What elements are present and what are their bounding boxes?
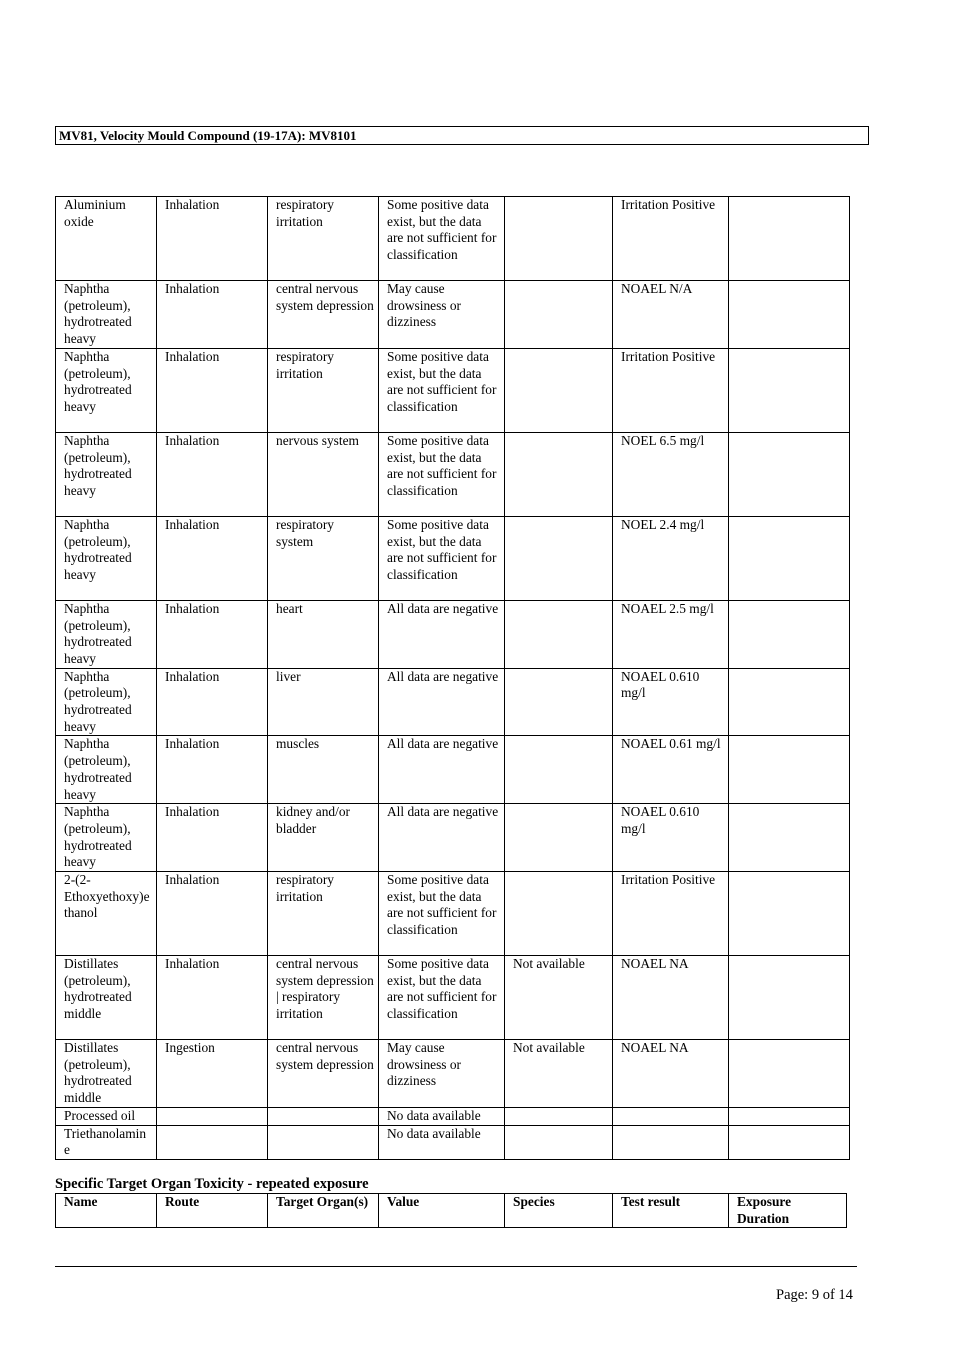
table-cell: central nervous system depression | respiratory irritation [268,956,379,1040]
table-cell: central nervous system depression [268,1040,379,1108]
table-cell: Inhalation [157,197,268,281]
table-cell [268,1107,379,1125]
table-cell: Some positive data exist, but the data are not sufficient for classification [379,872,505,956]
section-title-repeated-exposure: Specific Target Organ Toxicity - repeated exposure [55,1176,369,1192]
table-cell: Processed oil [56,1107,157,1125]
column-header: Test result [613,1194,729,1228]
table-cell [729,1125,850,1159]
table-cell: Inhalation [157,668,268,736]
table-row [56,281,850,349]
table-cell [505,432,613,516]
single-exposure-toxicity-table [55,196,850,1160]
table-row [56,600,850,668]
table-cell [505,1125,613,1159]
table-row [56,804,850,872]
table-cell: Some positive data exist, but the data are not sufficient for classification [379,956,505,1040]
page-number: Page: 9 of 14 [776,1287,853,1303]
table-cell: Inhalation [157,432,268,516]
table-cell: Distillates (petroleum), hydrotreated middle [56,1040,157,1108]
table-cell [505,668,613,736]
table-cell: Distillates (petroleum), hydrotreated middle [56,956,157,1040]
table-cell [157,1125,268,1159]
table-cell: NOAEL 0.610 mg/l [613,804,729,872]
table-cell [505,1107,613,1125]
table-cell: Naphtha (petroleum), hydrotreated heavy [56,736,157,804]
table-cell [729,668,850,736]
table-row [56,1125,850,1159]
table-cell [729,956,850,1040]
table-cell [729,804,850,872]
table-cell [729,1040,850,1108]
table-cell: NOAEL N/A [613,281,729,349]
table-cell: heart [268,600,379,668]
column-header: Value [379,1194,505,1228]
column-header: Name [56,1194,157,1228]
table-cell [505,516,613,600]
table-cell: liver [268,668,379,736]
table-cell: Irritation Positive [613,197,729,281]
table-cell [505,872,613,956]
table-cell: Inhalation [157,804,268,872]
table-cell: Some positive data exist, but the data are not sufficient for classification [379,432,505,516]
table-row [56,1107,850,1125]
table-cell [729,1107,850,1125]
table-cell [729,197,850,281]
table-cell [613,1125,729,1159]
table-cell [729,600,850,668]
column-header: Route [157,1194,268,1228]
table-cell: nervous system [268,432,379,516]
table-cell [729,281,850,349]
table-cell: Inhalation [157,872,268,956]
table-cell: Naphtha (petroleum), hydrotreated heavy [56,668,157,736]
table-row [56,872,850,956]
table-cell: Naphtha (petroleum), hydrotreated heavy [56,348,157,432]
table-cell: Inhalation [157,516,268,600]
table-cell: All data are negative [379,804,505,872]
table-header-row [56,1194,847,1228]
table-cell [505,281,613,349]
table-cell: Triethanolamine [56,1125,157,1159]
table-cell: All data are negative [379,736,505,804]
table-cell: Aluminium oxide [56,197,157,281]
table-cell: Inhalation [157,736,268,804]
table-cell [505,804,613,872]
table-cell: Naphtha (petroleum), hydrotreated heavy [56,432,157,516]
table-cell: respiratory irritation [268,348,379,432]
table-cell: NOAEL NA [613,1040,729,1108]
table-cell: Inhalation [157,600,268,668]
table-row [56,516,850,600]
table-cell: Naphtha (petroleum), hydrotreated heavy [56,281,157,349]
table-cell: central nervous system depression [268,281,379,349]
table-row [56,668,850,736]
table-cell: kidney and/or bladder [268,804,379,872]
table-cell: Irritation Positive [613,348,729,432]
table-cell: Ingestion [157,1040,268,1108]
table-cell: All data are negative [379,600,505,668]
table-cell [613,1107,729,1125]
table-cell: respiratory irritation [268,197,379,281]
table-cell: Naphtha (petroleum), hydrotreated heavy [56,804,157,872]
table-cell: May cause drowsiness or dizziness [379,1040,505,1108]
table-cell: Inhalation [157,348,268,432]
table-cell: respiratory irritation [268,872,379,956]
table-cell: May cause drowsiness or dizziness [379,281,505,349]
table-cell: All data are negative [379,668,505,736]
table-cell: Inhalation [157,281,268,349]
table-cell: muscles [268,736,379,804]
document-header-title: MV81, Velocity Mould Compound (19-17A): MV8101 [55,126,869,145]
table-cell: NOAEL NA [613,956,729,1040]
table-cell [729,348,850,432]
table-row [56,956,850,1040]
table-row [56,348,850,432]
table-cell [505,600,613,668]
table-cell [505,197,613,281]
table-cell: Not available [505,956,613,1040]
footer-divider [55,1266,857,1267]
table-cell: Some positive data exist, but the data are not sufficient for classification [379,516,505,600]
table-row [56,1040,850,1108]
table-cell [729,736,850,804]
table-cell [729,872,850,956]
table-cell [729,516,850,600]
table-cell: Irritation Positive [613,872,729,956]
column-header: Species [505,1194,613,1228]
table-cell: Inhalation [157,956,268,1040]
table-cell [729,432,850,516]
table-cell: respiratory system [268,516,379,600]
table-cell: 2-(2-Ethoxyethoxy)ethanol [56,872,157,956]
table-cell [268,1125,379,1159]
table-cell: No data available [379,1125,505,1159]
table-cell [157,1107,268,1125]
table-cell: Some positive data exist, but the data are not sufficient for classification [379,197,505,281]
column-header: Exposure Duration [729,1194,847,1228]
table-cell: NOEL 6.5 mg/l [613,432,729,516]
repeated-exposure-table [55,1193,847,1228]
column-header: Target Organ(s) [268,1194,379,1228]
table-row [56,197,850,281]
table-cell [505,348,613,432]
table-cell: NOAEL 0.61 mg/l [613,736,729,804]
table-cell: Naphtha (petroleum), hydrotreated heavy [56,600,157,668]
table-cell: NOAEL 0.610 mg/l [613,668,729,736]
table-cell [505,736,613,804]
table-cell: NOAEL 2.5 mg/l [613,600,729,668]
table-cell: Naphtha (petroleum), hydrotreated heavy [56,516,157,600]
table-row [56,736,850,804]
table-cell: Not available [505,1040,613,1108]
table-row [56,432,850,516]
table-cell: Some positive data exist, but the data are not sufficient for classification [379,348,505,432]
table-cell: NOEL 2.4 mg/l [613,516,729,600]
table-cell: No data available [379,1107,505,1125]
